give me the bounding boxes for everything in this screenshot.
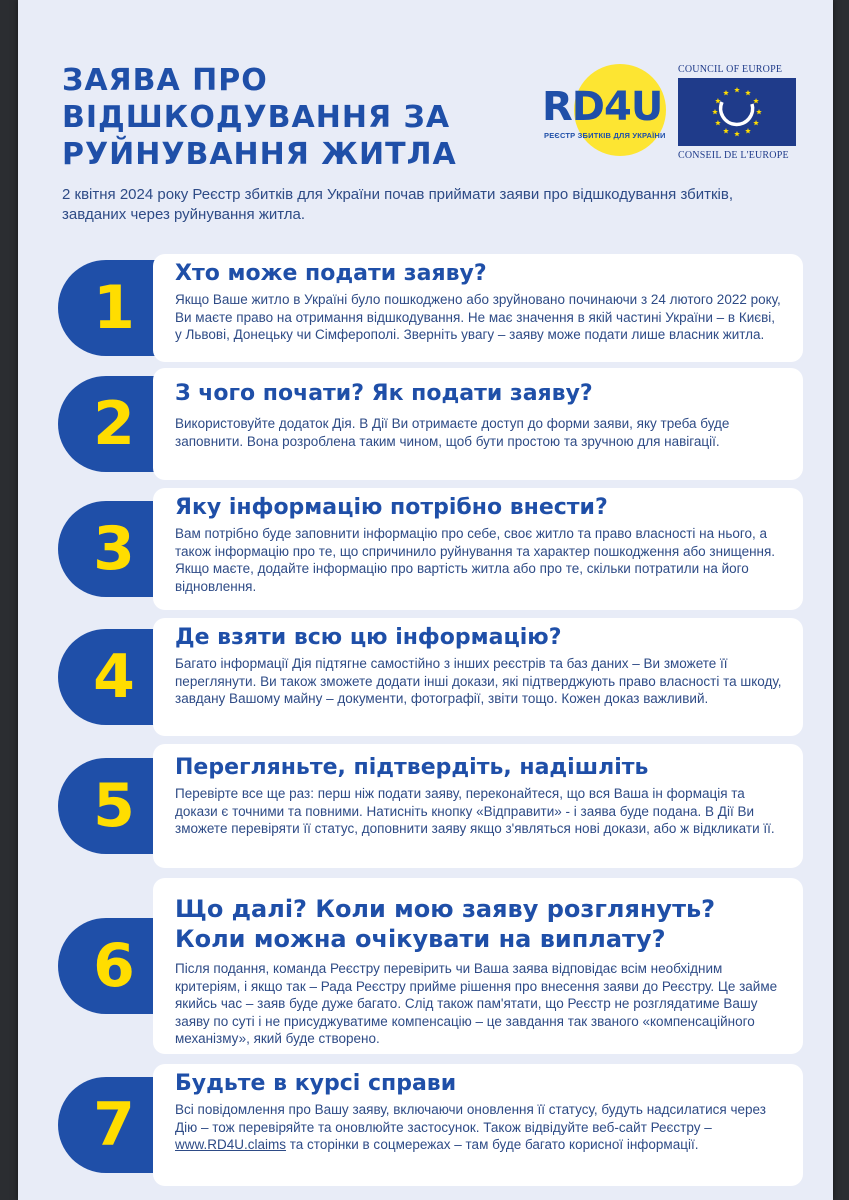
- step-card: [153, 254, 803, 362]
- flyer-page: [18, 0, 833, 1200]
- step-title: Перегляньте, підтвердіть, надішліть: [175, 755, 649, 780]
- step-text: [175, 1101, 785, 1154]
- coe-logo-top-text: COUNCIL OF EUROPE: [678, 64, 783, 75]
- step-1: [58, 254, 803, 362]
- step-text: Вам потрібно буде заповнити інформацію про себе, своє житло та право власності на нього, а також інформацію про те, що спричинило руйнування та характер пошкодження або знищення. Якщо маєте, додайте інформацію про вартість житла або про те, скільки потратили на його відновлення.: [175, 526, 776, 594]
- step-3: [58, 488, 803, 610]
- step-number: 3: [93, 514, 135, 584]
- step-title: З чого почати? Як подати заяву?: [175, 381, 593, 406]
- step-title: Будьте в курсі справи: [175, 1071, 457, 1096]
- rd4u-logo-text: RD4U: [542, 84, 663, 130]
- step-title: Де взяти всю цю інформацію?: [175, 625, 562, 650]
- intro-paragraph: 2 квітня 2024 року Реєстр збитків для України почав приймати заяви про відшкодування збитків, завданих через руйнування житла.: [62, 186, 734, 223]
- step-2: [58, 368, 803, 480]
- step-4: [58, 618, 803, 736]
- step-text-after-link: та сторінки в соцмережах – там буде багато корисної інформації.: [286, 1137, 699, 1152]
- step-number: 1: [93, 273, 135, 343]
- council-of-europe-logo: [676, 62, 800, 162]
- page-title: ЗАЯВА ПРО ВІДШКОДУВАННЯ ЗА РУЙНУВАННЯ ЖИТЛА: [62, 63, 457, 172]
- step-text: Якщо Ваше житло в Україні було пошкоджено або зруйновано починаючи з 24 лютого 2022 року, Ви маєте право на отримання відшкодування. Не має значення в якій частині України – в Києві, у Львові, Донецьку чи Сімферополі. Зверніть увагу – заяву може подати лише власник житла.: [175, 292, 781, 342]
- step-7: [58, 1064, 803, 1186]
- step-card: [153, 618, 803, 736]
- rd4u-logo-subtitle: РЕЄСТР ЗБИТКІВ ДЛЯ УКРАЇНИ: [544, 131, 666, 140]
- coe-flag: [678, 78, 796, 146]
- step-number: 5: [93, 771, 135, 841]
- step-number: 4: [93, 642, 135, 712]
- step-title: Що далі? Коли мою заяву розглянуть? Коли можна очікувати на виплату?: [175, 895, 716, 953]
- step-6: [58, 878, 803, 1054]
- rd4u-website-link[interactable]: www.RD4U.claims: [175, 1137, 287, 1152]
- step-text-before-link: Всі повідомлення про Вашу заяву, включаючи оновлення її статусу, будуть надсилатися через Дію – тож перевіряйте та оновлюйте застосунок. Також відвідуйте веб-сайт Реєстру –: [175, 1102, 766, 1135]
- step-text: Перевірте все ще раз: перш ніж подати заяву, переконайтеся, що вся Ваша ін формація та докази є точними та повними. Натисніть кнопку «Відправити» - і заява буде подана. В Дії Ви зможете перевіряти її статус, доповнити заяву якщо з'являться нові докази, або ж відкликати її.: [175, 786, 775, 836]
- step-card: [153, 1064, 803, 1186]
- step-card: [153, 488, 803, 610]
- step-number: 6: [93, 931, 135, 1001]
- step-text: Використовуйте додаток Дія. В Дії Ви отримаєте доступ до форми заяви, яку треба буде заповнити. Вона розроблена таким чином, щоб бути простою та зручною для навігації.: [175, 416, 730, 449]
- eu-stars-icon: [678, 78, 796, 146]
- step-number: 2: [93, 389, 135, 459]
- step-text: Після подання, команда Реєстру перевірить чи Ваша заява відповідає всім необхідним критеріям, і якщо так – Рада Реєстру прийме рішення про внесення заяви до Реєстру. Це займе якийсь час – заяв буде дуже багато. Слід також пам'ятати, що Реєстр не розглядатиме Вашу заяву по суті і не присуджуватиме компенсацію – це завдання так званого «компенсаційного механізму», який буде створено.: [175, 961, 778, 1046]
- step-card: [153, 368, 803, 480]
- step-title: Яку інформацію потрібно внести?: [175, 495, 608, 520]
- step-number: 7: [93, 1090, 135, 1160]
- step-card: [153, 878, 803, 1054]
- coe-logo-bottom-text: CONSEIL DE L'EUROPE: [678, 150, 789, 161]
- step-text: Багато інформації Дія підтягне самостійно з інших реєстрів та баз даних – Ви зможете її переглянути. Ви також зможете додати інші докази, які підтверджують право власності та шкоду, завдану Вашому майну – документи, фотографії, звіти тощо. Кожен доказ важливий.: [175, 656, 782, 706]
- step-5: [58, 744, 803, 868]
- step-title: Хто може подати заяву?: [175, 261, 487, 286]
- step-card: [153, 744, 803, 868]
- rd4u-logo: [540, 62, 680, 162]
